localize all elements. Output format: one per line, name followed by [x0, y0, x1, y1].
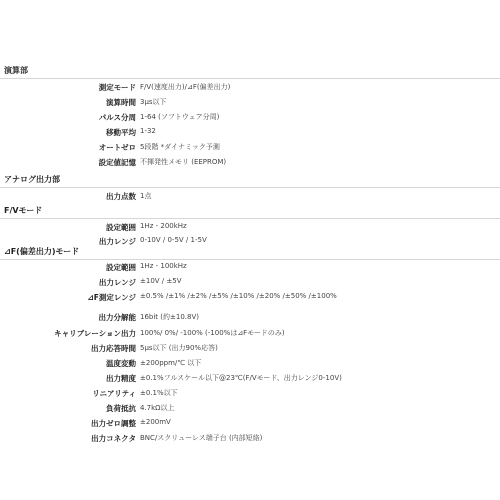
spec-row-output-accuracy — [0, 372, 500, 386]
spec-value: 1点 — [140, 192, 152, 200]
spec-value: 100%/ 0%/ -100% (-100%は⊿Fモードのみ) — [140, 329, 285, 337]
spec-row-deviation-range — [0, 291, 500, 305]
spec-label: 設定範囲 — [106, 263, 136, 272]
spec-label: 出力点数 — [106, 192, 136, 201]
section-header-deviation-mode — [0, 244, 500, 260]
spec-value: ±10V / ±5V — [140, 277, 182, 285]
spec-value: 3μs以下 — [140, 98, 167, 106]
spec-row-response-time — [0, 342, 500, 356]
spec-label: 出力レンジ — [98, 237, 136, 246]
spec-row-measurement-mode — [0, 81, 500, 95]
spec-value: 16bit (約±10.8V) — [140, 313, 199, 321]
spec-value: ±200mV — [140, 418, 171, 426]
spec-row-pulse-division — [0, 111, 500, 125]
section-title: 演算部 — [4, 66, 28, 75]
spec-label: 出力レンジ — [98, 278, 136, 287]
spec-value: 不揮発性メモリ (EEPROM) — [140, 158, 227, 166]
spec-label: 温度変動 — [106, 359, 136, 368]
spec-label: 出力ゼロ調整 — [91, 419, 136, 428]
section-header-analog-output — [0, 172, 500, 188]
spec-label: 演算時間 — [106, 98, 136, 107]
spec-value: 1-32 — [140, 127, 156, 135]
spec-label: 設定範囲 — [106, 223, 136, 232]
spec-row-memory — [0, 156, 500, 170]
spec-label: 出力分解能 — [98, 313, 136, 322]
spec-row-zero-adjust — [0, 417, 500, 431]
spec-label: 出力精度 — [106, 374, 136, 383]
spec-row-output-connector — [0, 432, 500, 446]
spec-label: 負荷抵抗 — [106, 404, 136, 413]
spec-row-output-range — [0, 276, 500, 290]
spec-row-calibration-output — [0, 327, 500, 341]
spec-label: パルス分周 — [98, 113, 136, 122]
spec-value: 1Hz - 100kHz — [140, 262, 187, 270]
spec-row-linearity — [0, 387, 500, 401]
spec-label: 測定モード — [98, 83, 136, 92]
spec-row-processing-time — [0, 96, 500, 110]
spec-value: 1Hz - 200kHz — [140, 222, 187, 230]
spec-row-setting-range — [0, 261, 500, 275]
section-title: アナログ出力部 — [4, 175, 60, 184]
spec-label: 設定値記憶 — [98, 158, 136, 167]
spec-value: ±200ppm/℃ 以下 — [140, 359, 202, 367]
spec-value: ±0.1%フルスケール以下@23℃(F/Vモード、出力レンジ0-10V) — [140, 374, 342, 382]
spec-row-output-resolution — [0, 311, 500, 325]
section-header-processing — [0, 63, 500, 79]
spec-row-load-resistance — [0, 402, 500, 416]
section-title: ⊿F(偏差出力)モード — [4, 247, 80, 256]
spec-row-setting-range — [0, 221, 500, 235]
spec-value: F/V(速度出力)/⊿F(偏差出力) — [140, 83, 231, 91]
spec-value: BNC/スクリューレス端子台 (内部短絡) — [140, 434, 263, 442]
spec-label: 出力コネクタ — [91, 434, 136, 443]
spec-label: オートゼロ — [98, 143, 136, 152]
spec-row-auto-zero — [0, 141, 500, 155]
spec-value: ±0.1%以下 — [140, 389, 178, 397]
spec-value: ±0.5% /±1% /±2% /±5% /±10% /±20% /±50% /±100% — [140, 292, 337, 300]
spec-value: 5μs以下 (出力90%応答) — [140, 344, 218, 352]
spec-label: ⊿F測定レンジ — [87, 293, 136, 302]
spec-row-output-points — [0, 190, 500, 204]
spec-value: 5段階 *ダイナミック予測 — [140, 143, 220, 151]
spec-label: リニアリティ — [92, 389, 136, 398]
spec-label: 出力応答時間 — [91, 344, 136, 353]
spec-value: 0-10V / 0-5V / 1-5V — [140, 236, 207, 244]
spec-row-temperature-drift — [0, 357, 500, 371]
spec-value: 4.7kΩ以上 — [140, 404, 175, 412]
spec-row-moving-average — [0, 126, 500, 140]
spec-label: キャリブレーション出力 — [54, 329, 136, 338]
spec-label: 移動平均 — [106, 128, 136, 137]
section-header-fv-mode — [0, 203, 500, 219]
section-title: F/Vモード — [4, 206, 43, 215]
spec-value: 1-64 (ソフトウェア分周) — [140, 113, 220, 121]
